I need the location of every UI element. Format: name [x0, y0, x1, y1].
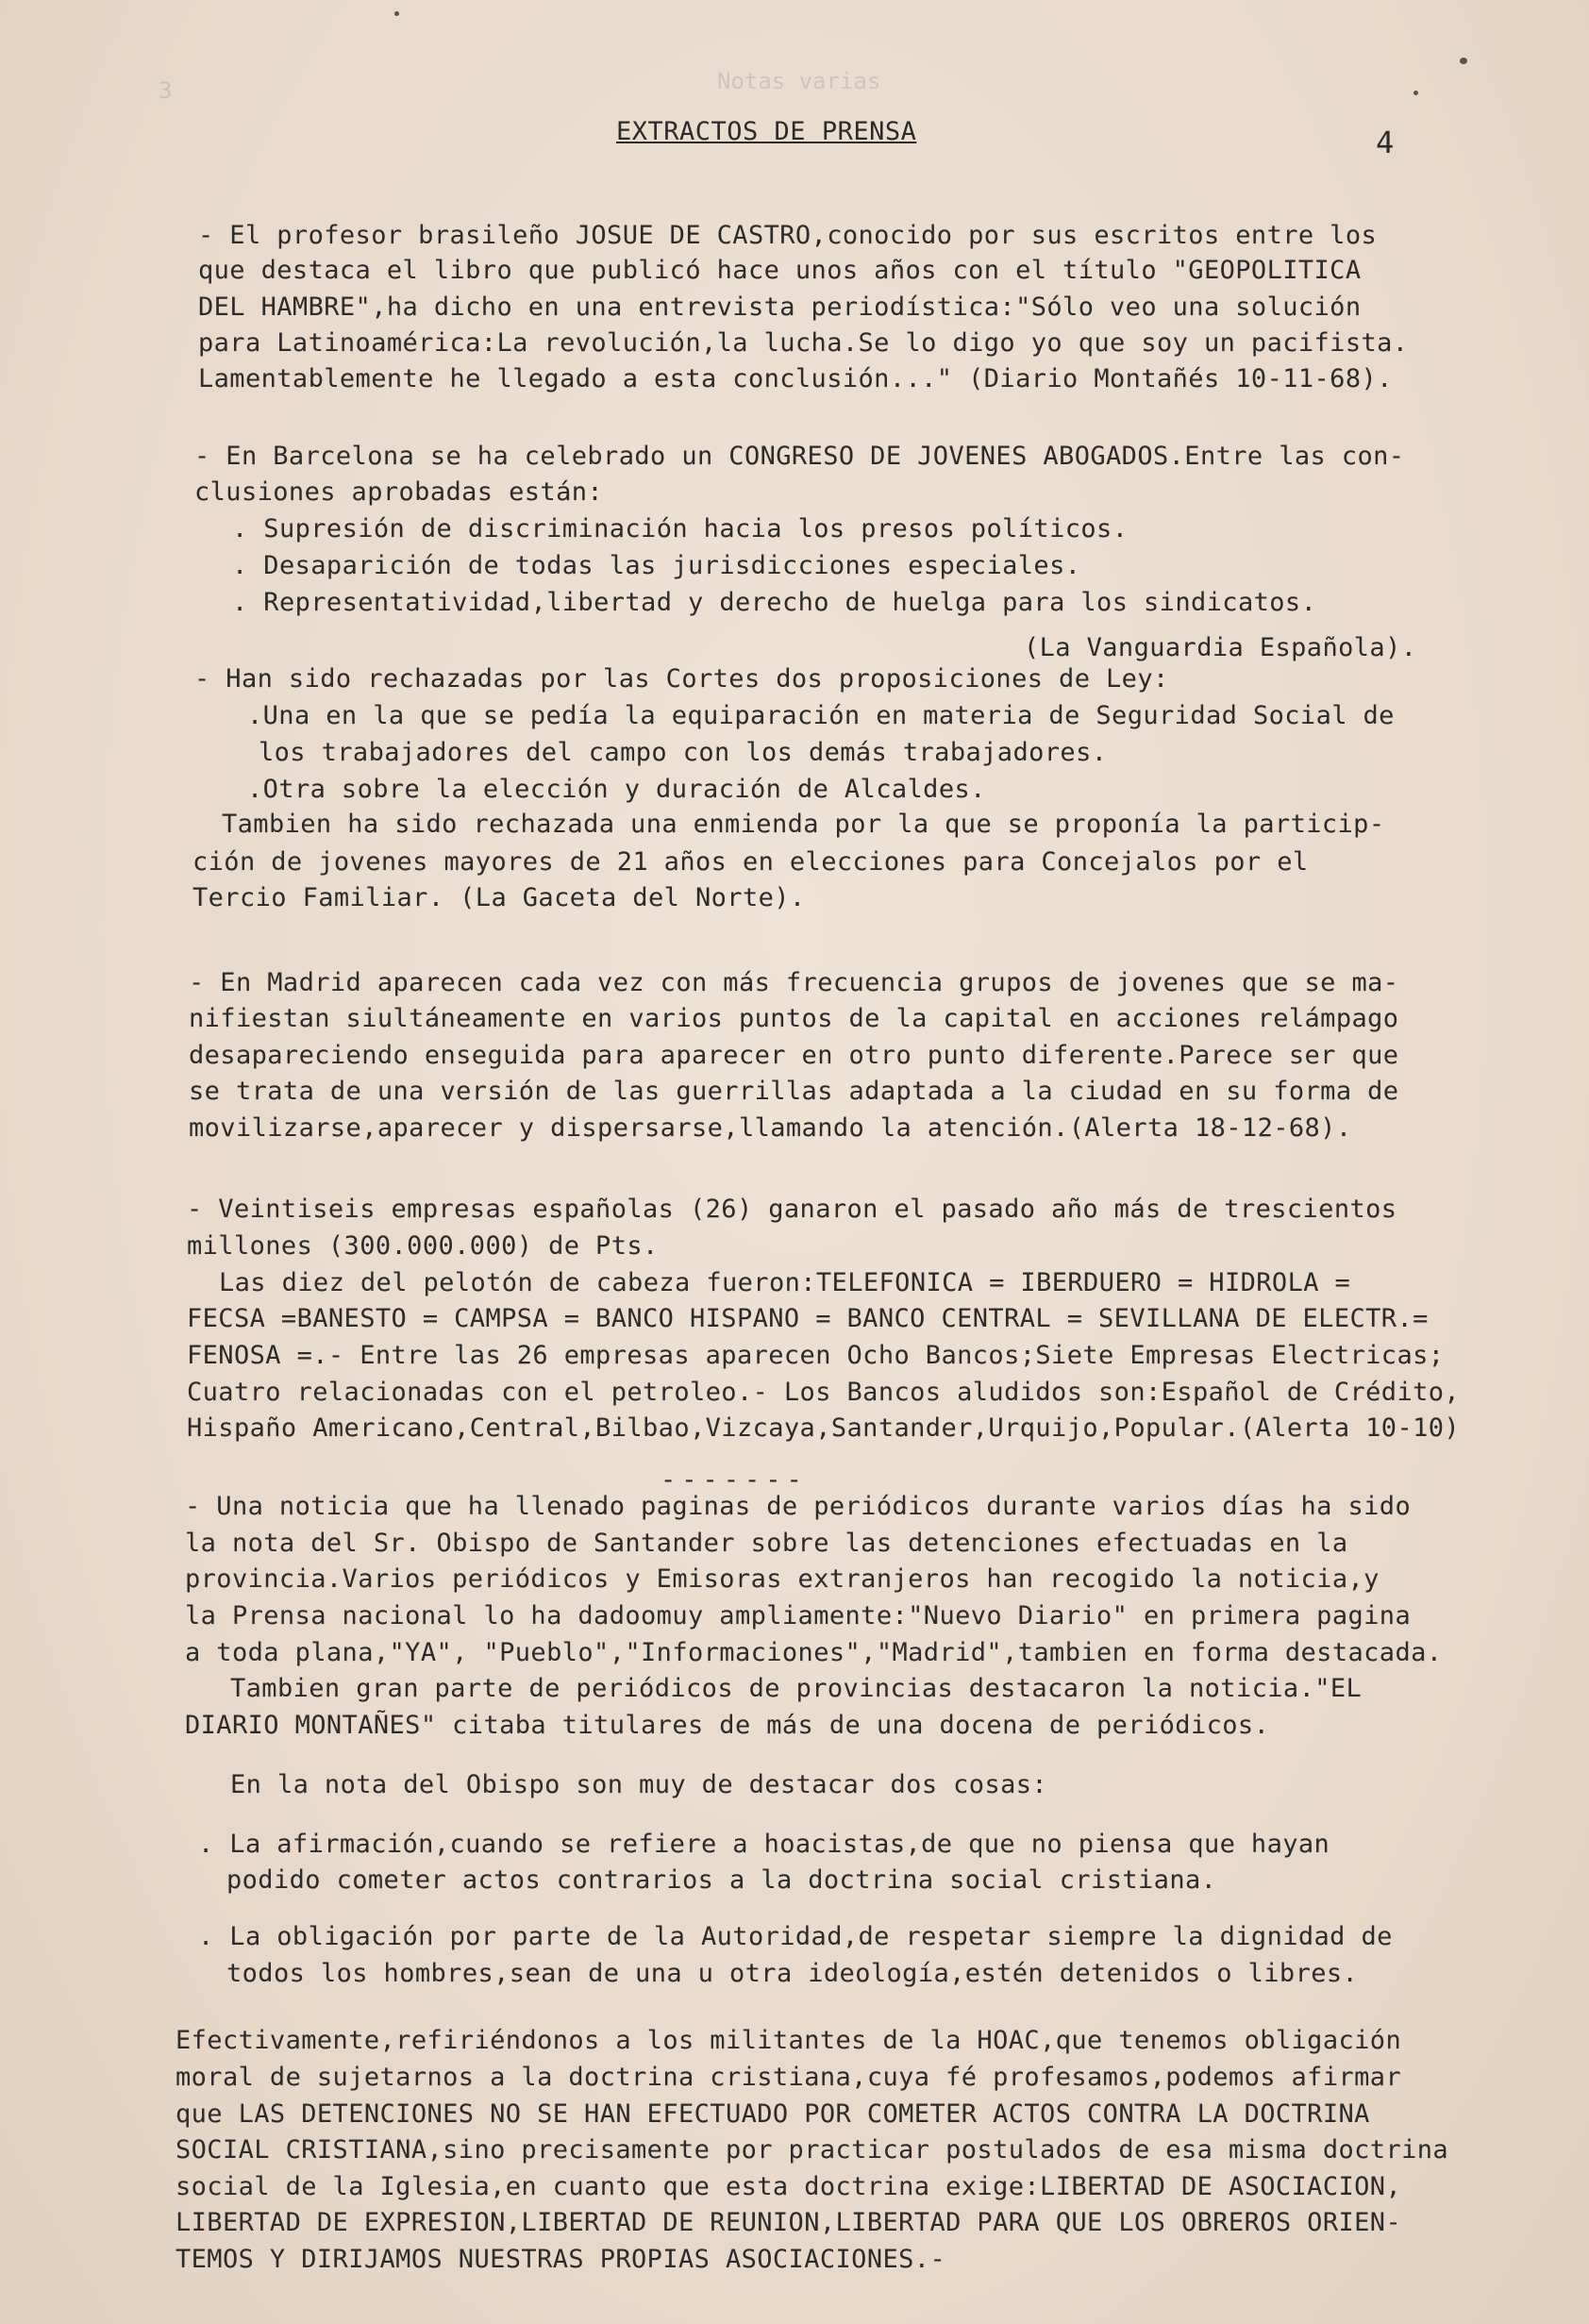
text-line: - En Madrid aparecen cada vez con más frecuencia grupos de jovenes que se ma- [189, 968, 1399, 997]
text-line: - En Barcelona se ha celebrado un CONGRESO DE JOVENES ABOGADOS.Entre las con- [194, 442, 1405, 471]
text-line: a toda plana,"YA", "Pueblo","Informaciones","Madrid",tambien en forma destacada. [185, 1638, 1443, 1667]
text-line: . La afirmación,cuando se refiere a hoacistas,de que no piensa que hayan [198, 1830, 1330, 1859]
bleed-through-heading: Notas varias [717, 68, 881, 94]
ink-speck [1413, 91, 1418, 95]
text-line: Lamentablemente he llegado a esta conclusión..." (Diario Montañés 10-11-68). [198, 364, 1393, 393]
text-line: . Representatividad,libertad y derecho de huelga para los sindicatos. [232, 588, 1317, 617]
page-number: 4 [1376, 125, 1395, 160]
text-line: . Supresión de discriminación hacia los presos políticos. [232, 514, 1129, 543]
text-line: todos los hombres,sean de una u otra ideología,estén detenidos o libres. [226, 1959, 1359, 1988]
text-line: clusiones aprobadas están: [194, 477, 604, 507]
text-line: millones (300.000.000) de Pts. [187, 1231, 659, 1261]
text-line: Efectivamente,refiriéndonos a los militantes de la HOAC,que tenemos obligación [176, 2026, 1402, 2055]
text-line: Las diez del pelotón de cabeza fueron:TELEFONICA = IBERDUERO = HIDROLA = [219, 1268, 1351, 1297]
text-line: . Desaparición de todas las jurisdicciones especiales. [232, 551, 1081, 580]
text-line: FECSA =BANESTO = CAMPSA = BANCO HISPANO = BANCO CENTRAL = SEVILLANA DE ELECTR.= [187, 1304, 1429, 1333]
text-line: DEL HAMBRE",ha dicho en una entrevista periodística:"Sólo veo una solución [198, 293, 1362, 322]
text-line: podido cometer actos contrarios a la doctrina social cristiana. [226, 1865, 1217, 1895]
section-separator: ------- [661, 1465, 808, 1495]
text-line: LIBERTAD DE EXPRESION,LIBERTAD DE REUNION,LIBERTAD PARA QUE LOS OBREROS ORIEN- [176, 2208, 1402, 2237]
text-line: . La obligación por parte de la Autoridad,de respetar siempre la dignidad de [198, 1922, 1393, 1951]
ink-speck [394, 11, 399, 16]
text-line: - Una noticia que ha llenado paginas de periódicos durante varios días ha sido [185, 1492, 1412, 1521]
text-line: Tambien gran parte de periódicos de provincias destacaron la noticia."EL [230, 1674, 1363, 1703]
text-line: (La Vanguardia Española). [1024, 633, 1417, 662]
ink-speck [1460, 58, 1467, 64]
text-line: nifiestan siultáneamente en varios puntos de la capital en acciones relámpago [189, 1004, 1399, 1033]
text-line: los trabajadores del campo con los demás trabajadores. [259, 738, 1108, 767]
text-line: Tambien ha sido rechazada una enmienda por la que se proponía la particip- [222, 810, 1385, 839]
text-line: - El profesor brasileño JOSUE DE CASTRO,conocido por sus escritos entre los [198, 221, 1378, 250]
page-title: EXTRACTOS DE PRENSA [616, 117, 917, 146]
text-line: ción de jovenes mayores de 21 años en elecciones para Concejalos por el [192, 847, 1309, 877]
text-line: En la nota del Obispo son muy de destacar dos cosas: [230, 1770, 1048, 1799]
text-line: - Veintiseis empresas españolas (26) ganaron el pasado año más de trescientos [187, 1195, 1397, 1224]
text-line: DIARIO MONTAÑES" citaba titulares de más de una docena de periódicos. [185, 1711, 1270, 1740]
text-line: la Prensa nacional lo ha dadoomuy ampliamente:"Nuevo Diario" en primera pagina [185, 1601, 1412, 1630]
text-line: la nota del Sr. Obispo de Santander sobre las detenciones efectuadas en la [185, 1529, 1348, 1558]
text-line: .Una en la que se pedía la equiparación en materia de Seguridad Social de [247, 701, 1395, 730]
text-line: provincia.Varios periódicos y Emisoras extranjeros han recogido la noticia,y [185, 1564, 1380, 1594]
text-line: SOCIAL CRISTIANA,sino precisamente por practicar postulados de esa misma doctrina [176, 2135, 1449, 2165]
text-line: para Latinoamérica:La revolución,la lucha.Se lo digo yo que soy un pacifista. [198, 328, 1409, 358]
text-line: desapareciendo enseguida para aparecer en otro punto diferente.Parece ser que [189, 1041, 1399, 1070]
text-line: .Otra sobre la elección y duración de Alcaldes. [247, 775, 986, 804]
text-line: Cuatro relacionadas con el petroleo.- Los Bancos aludidos son:Español de Crédito, [187, 1378, 1461, 1407]
text-line: que LAS DETENCIONES NO SE HAN EFECTUADO POR COMETER ACTOS CONTRA LA DOCTRINA [176, 2099, 1370, 2129]
text-line: TEMOS Y DIRIJAMOS NUESTRAS PROPIAS ASOCIACIONES.- [176, 2245, 946, 2274]
text-line: FENOSA =.- Entre las 26 empresas aparecen Ocho Bancos;Siete Empresas Electricas; [187, 1341, 1445, 1370]
text-line: Hispaño Americano,Central,Bilbao,Vizcaya,Santander,Urquijo,Popular.(Alerta 10-10) [187, 1413, 1461, 1443]
bleed-through-mark: 3 [159, 77, 173, 104]
text-line: se trata de una versión de las guerrillas adaptada a la ciudad en su forma de [189, 1077, 1399, 1106]
text-line: movilizarse,aparecer y dispersarse,llamando la atención.(Alerta 18-12-68). [189, 1113, 1352, 1143]
text-line: Tercio Familiar. (La Gaceta del Norte). [192, 883, 806, 912]
text-line: que destaca el libro que publicó hace unos años con el título "GEOPOLITICA [198, 256, 1362, 285]
text-line: social de la Iglesia,en cuanto que esta doctrina exige:LIBERTAD DE ASOCIACION, [176, 2172, 1402, 2201]
text-line: - Han sido rechazadas por las Cortes dos proposiciones de Ley: [194, 664, 1169, 694]
text-line: moral de sujetarnos a la doctrina cristiana,cuya fé profesamos,podemos afirmar [176, 2063, 1402, 2092]
